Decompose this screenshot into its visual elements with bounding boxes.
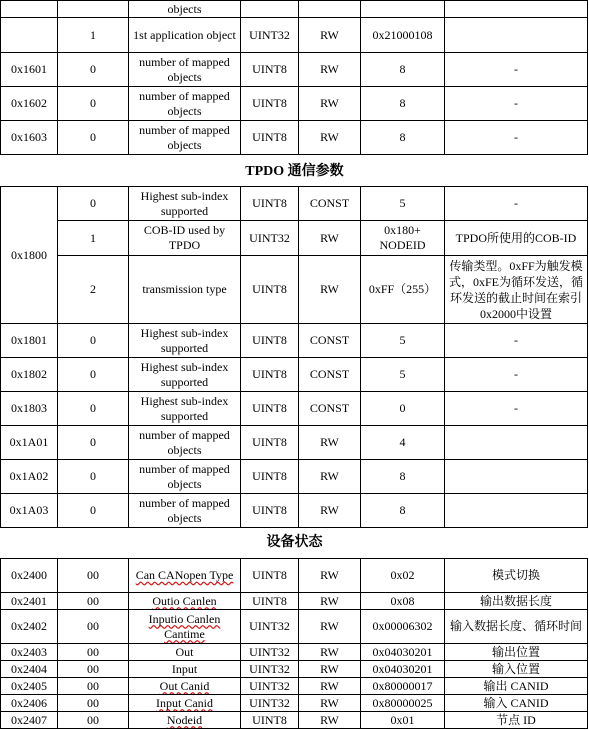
access-cell: RW: [299, 712, 361, 729]
value-cell: 0x00006302: [361, 610, 445, 644]
value-cell: 0x02: [361, 559, 445, 593]
name-cell: Input Canid: [129, 695, 241, 712]
table-row: [1, 610, 588, 644]
value-cell: 5: [361, 324, 445, 358]
desc-cell: 输出 CANID: [445, 678, 588, 695]
index-cell: 0x1801: [1, 324, 58, 358]
index-cell: 0x2403: [1, 644, 58, 661]
desc-cell: -: [445, 53, 588, 87]
desc-cell: 模式切换: [445, 559, 588, 593]
access-cell: CONST: [299, 392, 361, 426]
index-cell: 0x1601: [1, 53, 58, 87]
index-cell: 0x1802: [1, 358, 58, 392]
index-cell: 0x1A02: [1, 460, 58, 494]
value-cell: 8: [361, 53, 445, 87]
index-cell: 0x1603: [1, 121, 58, 155]
desc-cell: 节点 ID: [445, 712, 588, 729]
desc-cell: -: [445, 392, 588, 426]
table-row: [1, 426, 588, 460]
type-cell: UINT8: [241, 324, 299, 358]
section-title-tpdo: TPDO 通信参数: [245, 164, 344, 179]
access-cell: RW: [299, 695, 361, 712]
name-cell: number of mapped objects: [129, 494, 241, 528]
type-cell: UINT8: [241, 559, 299, 593]
type-cell: UINT8: [241, 593, 299, 610]
name-cell: Out: [129, 644, 241, 661]
desc-cell: -: [445, 187, 588, 221]
name-cell: Can CANopen Type: [129, 559, 241, 593]
value-cell: 5: [361, 358, 445, 392]
access-cell: RW: [299, 678, 361, 695]
table-row: [1, 256, 588, 324]
desc-cell: -: [445, 358, 588, 392]
value-cell: 0x21000108: [361, 18, 445, 53]
desc-cell: [445, 18, 588, 53]
desc-cell: -: [445, 87, 588, 121]
table-row: [1, 53, 588, 87]
index-cell: 0x2402: [1, 610, 58, 644]
value-cell: 8: [361, 121, 445, 155]
index-cell: 0x1800: [1, 187, 58, 324]
subindex-cell: 00: [58, 678, 129, 695]
subindex-cell: 0: [58, 460, 129, 494]
table-row: [1, 358, 588, 392]
table-row: [1, 392, 588, 426]
type-cell: UINT8: [241, 256, 299, 324]
table-row: [1, 593, 588, 610]
value-cell: 0x80000025: [361, 695, 445, 712]
access-cell: RW: [299, 53, 361, 87]
type-cell: UINT8: [241, 460, 299, 494]
name-cell: Highest sub-index supported: [129, 187, 241, 221]
type-cell: UINT8: [241, 87, 299, 121]
subindex-cell: 0: [58, 187, 129, 221]
table-row: [1, 661, 588, 678]
subindex-cell: [58, 1, 129, 18]
access-cell: RW: [299, 426, 361, 460]
type-cell: UINT32: [241, 644, 299, 661]
subindex-cell: 00: [58, 712, 129, 729]
access-cell: CONST: [299, 187, 361, 221]
type-cell: UINT8: [241, 358, 299, 392]
access-cell: RW: [299, 87, 361, 121]
access-cell: RW: [299, 559, 361, 593]
value-cell: 8: [361, 87, 445, 121]
subindex-cell: 00: [58, 695, 129, 712]
index-cell: 0x1602: [1, 87, 58, 121]
access-cell: RW: [299, 18, 361, 53]
desc-cell: [445, 460, 588, 494]
subindex-cell: 00: [58, 644, 129, 661]
value-cell: 8: [361, 494, 445, 528]
table-row: [1, 18, 588, 53]
table-row: [1, 1, 588, 18]
access-cell: RW: [299, 460, 361, 494]
index-cell: [1, 1, 58, 18]
type-cell: UINT32: [241, 695, 299, 712]
name-cell: Highest sub-index supported: [129, 392, 241, 426]
access-cell: RW: [299, 644, 361, 661]
index-cell: [1, 18, 58, 53]
subindex-cell: 00: [58, 559, 129, 593]
name-cell: 1st application object: [129, 18, 241, 53]
name-cell: number of mapped objects: [129, 87, 241, 121]
index-cell: 0x2400: [1, 559, 58, 593]
name-cell: Inputio Canlen Cantime: [129, 610, 241, 644]
type-cell: UINT8: [241, 121, 299, 155]
desc-cell: 输入数据长度、循环时间: [445, 610, 588, 644]
type-cell: UINT32: [241, 678, 299, 695]
name-cell: number of mapped objects: [129, 426, 241, 460]
subindex-cell: 0: [58, 426, 129, 460]
tpdo-table: [0, 186, 588, 528]
name-cell: Input: [129, 661, 241, 678]
access-cell: RW: [299, 121, 361, 155]
index-cell: 0x1803: [1, 392, 58, 426]
value-cell: 5: [361, 187, 445, 221]
desc-cell: [445, 426, 588, 460]
desc-cell: -: [445, 324, 588, 358]
index-cell: 0x2405: [1, 678, 58, 695]
value-cell: 0x180+ NODEID: [361, 221, 445, 256]
type-cell: UINT8: [241, 187, 299, 221]
name-cell: number of mapped objects: [129, 53, 241, 87]
subindex-cell: 0: [58, 121, 129, 155]
subindex-cell: 00: [58, 661, 129, 678]
index-cell: 0x1A03: [1, 494, 58, 528]
name-cell: Outio Canlen: [129, 593, 241, 610]
value-cell: 0xFF（255）: [361, 256, 445, 324]
table-row: [1, 460, 588, 494]
access-cell: [299, 1, 361, 18]
access-cell: CONST: [299, 358, 361, 392]
desc-cell: 输出位置: [445, 644, 588, 661]
table-row: [1, 644, 588, 661]
desc-cell: [445, 1, 588, 18]
rpdo-mapping-table: [0, 0, 588, 155]
type-cell: [241, 1, 299, 18]
value-cell: 0x08: [361, 593, 445, 610]
subindex-cell: 00: [58, 610, 129, 644]
name-cell: Out Canid: [129, 678, 241, 695]
type-cell: UINT8: [241, 494, 299, 528]
type-cell: UINT8: [241, 53, 299, 87]
desc-cell: -: [445, 121, 588, 155]
name-cell: COB-ID used by TPDO: [129, 221, 241, 256]
name-cell: Highest sub-index supported: [129, 324, 241, 358]
subindex-cell: 1: [58, 221, 129, 256]
subindex-cell: 0: [58, 324, 129, 358]
desc-cell: 输入位置: [445, 661, 588, 678]
table-row: [1, 559, 588, 593]
access-cell: RW: [299, 494, 361, 528]
subindex-cell: 0: [58, 358, 129, 392]
value-cell: 0x04030201: [361, 661, 445, 678]
type-cell: UINT8: [241, 426, 299, 460]
subindex-cell: 0: [58, 392, 129, 426]
table-row: [1, 87, 588, 121]
value-cell: 0x80000017: [361, 678, 445, 695]
subindex-cell: 0: [58, 87, 129, 121]
name-cell: Highest sub-index supported: [129, 358, 241, 392]
type-cell: UINT32: [241, 661, 299, 678]
table-row: [1, 494, 588, 528]
type-cell: UINT8: [241, 392, 299, 426]
subindex-cell: 2: [58, 256, 129, 324]
desc-cell: 传输类型。0xFF为触发模式，0xFE为循环发送，循环发送的截止时间在索引0x2000中设置: [445, 256, 588, 324]
table-row: [1, 324, 588, 358]
table-row: [1, 695, 588, 712]
table-row: [1, 187, 588, 221]
value-cell: [361, 1, 445, 18]
subindex-cell: 0: [58, 494, 129, 528]
value-cell: 0: [361, 392, 445, 426]
section-title-status: 设备状态: [266, 535, 323, 550]
type-cell: UINT32: [241, 610, 299, 644]
type-cell: UINT32: [241, 18, 299, 53]
name-cell: transmission type: [129, 256, 241, 324]
index-cell: 0x2407: [1, 712, 58, 729]
index-cell: 0x2406: [1, 695, 58, 712]
desc-cell: 输入 CANID: [445, 695, 588, 712]
subindex-cell: 00: [58, 593, 129, 610]
access-cell: RW: [299, 661, 361, 678]
table-row: [1, 121, 588, 155]
subindex-cell: 0: [58, 53, 129, 87]
value-cell: 0x04030201: [361, 644, 445, 661]
name-cell: number of mapped objects: [129, 121, 241, 155]
value-cell: 8: [361, 460, 445, 494]
desc-cell: [445, 494, 588, 528]
value-cell: 0x01: [361, 712, 445, 729]
value-cell: 4: [361, 426, 445, 460]
name-cell: Nodeid: [129, 712, 241, 729]
access-cell: RW: [299, 221, 361, 256]
index-cell: 0x1A01: [1, 426, 58, 460]
access-cell: RW: [299, 610, 361, 644]
table-row: [1, 221, 588, 256]
table-row: [1, 712, 588, 729]
type-cell: UINT8: [241, 712, 299, 729]
access-cell: RW: [299, 593, 361, 610]
device-status-table: [0, 558, 588, 729]
index-cell: 0x2401: [1, 593, 58, 610]
table-row: [1, 678, 588, 695]
access-cell: CONST: [299, 324, 361, 358]
index-cell: 0x2404: [1, 661, 58, 678]
subindex-cell: 1: [58, 18, 129, 53]
desc-cell: TPDO所使用的COB-ID: [445, 221, 588, 256]
desc-cell: 输出数据长度: [445, 593, 588, 610]
name-cell: number of mapped objects: [129, 460, 241, 494]
access-cell: RW: [299, 256, 361, 324]
type-cell: UINT32: [241, 221, 299, 256]
name-cell: objects: [129, 1, 241, 18]
